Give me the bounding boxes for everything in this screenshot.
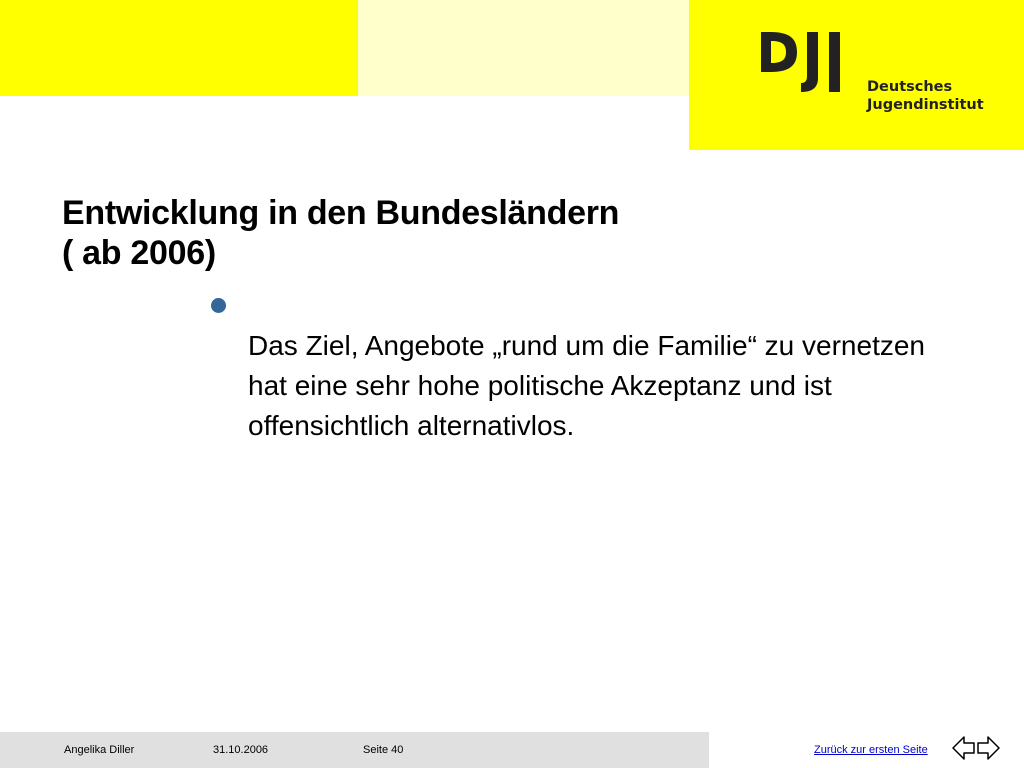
slide-title [62, 193, 619, 273]
nav-arrows-icon[interactable] [952, 734, 1000, 762]
logo-line-2: Jugendinstitut [867, 97, 984, 113]
logo-wordmark [867, 78, 984, 114]
slide-title-line-1: Entwicklung in den Bundesländern [62, 194, 620, 232]
footer-date: 31.10.2006 [213, 744, 269, 756]
slide-title-line-2: ( ab 2006) [62, 234, 216, 272]
logo-area [689, 0, 1024, 150]
bullet-text: Das Ziel, Angebote „rund um die Familie“ zu vernetzen hat eine sehr hohe politische Akzeptanz und ist offensichtlich alternativlos. [248, 330, 925, 441]
dji-logo-mark [757, 28, 857, 94]
footer-page-number: Seite 40 [363, 744, 404, 756]
footer-author: Angelika Diller [64, 744, 135, 756]
bullet-point [211, 298, 226, 313]
header-pale-block [358, 0, 689, 96]
back-to-first-slide-link[interactable]: Zurück zur ersten Seite [814, 744, 928, 756]
header-yellow-block [0, 0, 358, 96]
logo-line-1: Deutsches [867, 79, 953, 95]
